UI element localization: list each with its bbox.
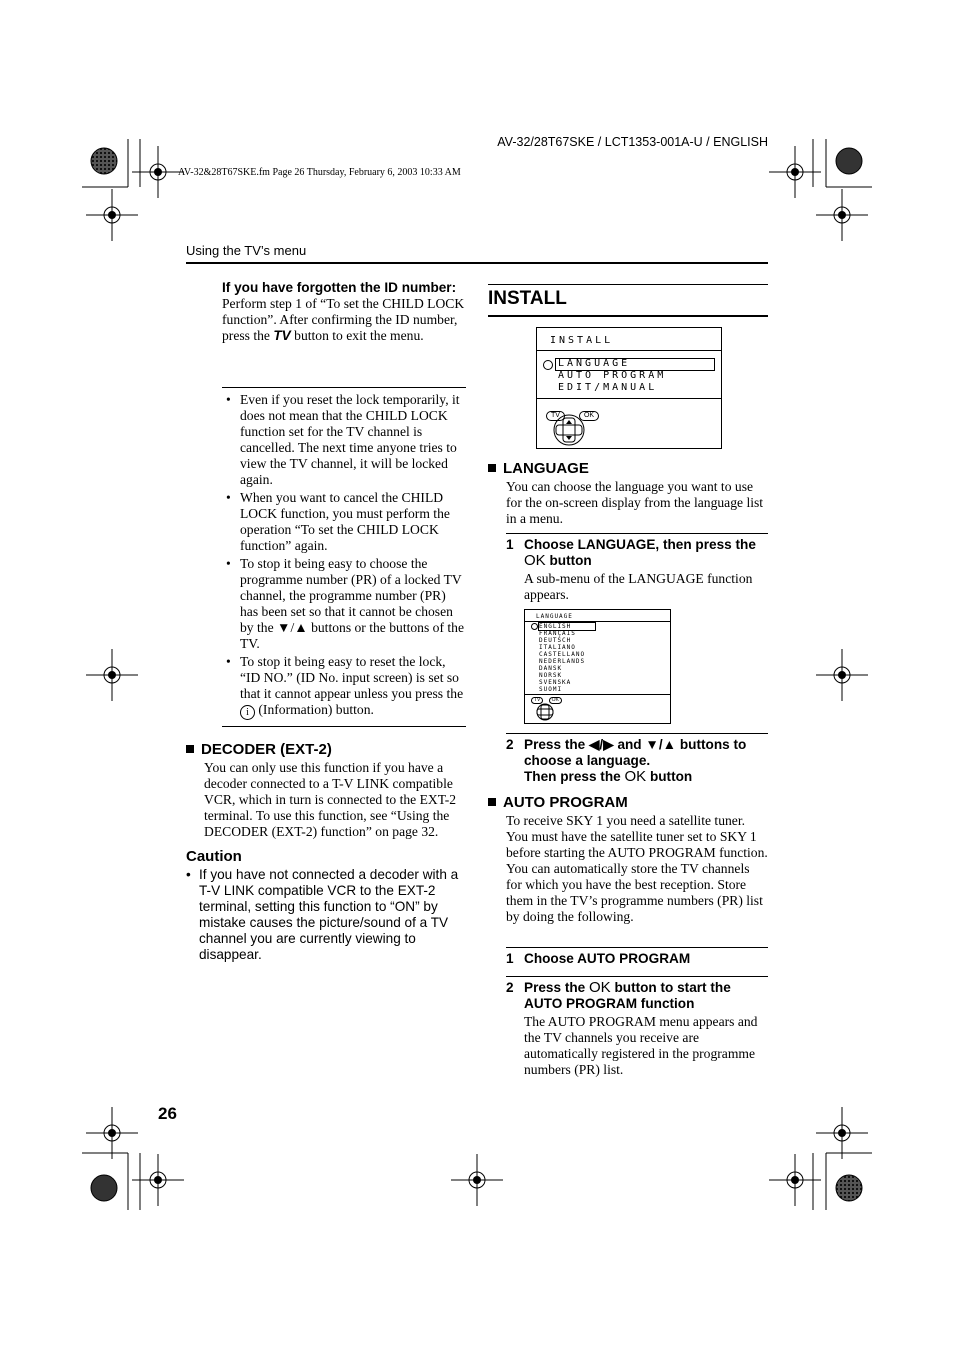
step-rule: [506, 533, 768, 534]
install-title: INSTALL: [488, 288, 567, 309]
osd-item: AUTO PROGRAM: [558, 370, 667, 381]
osd-item: DANSK: [539, 665, 563, 672]
astep2-text-a: Press the: [524, 980, 586, 995]
tv-button-icon: TV: [546, 411, 565, 421]
install-top-rule: [488, 284, 768, 285]
step1-text: A sub-menu of the LANGUAGE function appears.: [524, 571, 753, 602]
caution-body: If you have not connected a decoder with a T-V LINK compatible VCR to the EXT-2 terminal, setting this function to “ON” by mistake causes the picture/sound of a TV channel you are currently viewing to disappear.: [199, 867, 459, 962]
astep2-text-b: button to start the AUTO PROGRAM function: [524, 980, 731, 1011]
crop-star-icon: [91, 1175, 117, 1201]
step-number: 2: [506, 980, 514, 995]
crosshair-icon: [86, 649, 138, 701]
step-number: 1: [506, 537, 514, 552]
step-rule: [506, 976, 768, 977]
forgot-id-text: [222, 296, 466, 344]
bullet-square-icon: [488, 798, 496, 806]
install-osd-menu: [536, 327, 722, 449]
crosshair-icon: [86, 189, 138, 241]
language-title: LANGUAGE: [503, 460, 589, 477]
crosshair-icon: [816, 189, 868, 241]
osd-item: ENGLISH: [539, 623, 572, 630]
osd-title: INSTALL: [550, 335, 614, 346]
crop-star-icon: [836, 1175, 862, 1201]
tv-button-icon: TV: [531, 697, 543, 704]
osd-item: NORSK: [539, 672, 563, 679]
note-item: • Even if you reset the lock temporarily, it does not mean that the CHILD LOCK function set for the TV channel is cancelled. The next time anyone tries to view the TV channel, it will be locked again.: [222, 392, 466, 488]
notes-top-rule: [222, 387, 466, 388]
note-item: • To stop it being easy to choose the programme number (PR) of a locked TV channel, the programme number (PR) has been set so that it cannot be chosen by the ▼/▲ buttons or the buttons of the TV.: [222, 556, 466, 652]
dpad-icon: [535, 703, 555, 721]
language-step-1: [524, 537, 768, 603]
forgot-id-block: [222, 280, 466, 344]
section-header: Using the TV’s menu: [186, 243, 307, 258]
osd-item: SUOMI: [539, 686, 563, 693]
step-rule: [506, 947, 768, 948]
note-4-tail: (Information) button.: [258, 702, 374, 717]
forgot-id-title: If you have forgotten the ID number:: [222, 280, 457, 295]
osd-item: CASTELLANO: [539, 651, 586, 658]
model-line: AV-32/28T67SKE / LCT1353-001A-U / ENGLISH: [497, 135, 768, 149]
header-rule: [186, 262, 768, 264]
auto-program-section: [488, 794, 768, 925]
language-osd-menu: [524, 609, 671, 724]
crop-star-icon: [836, 148, 862, 174]
notes-block: [222, 392, 466, 722]
step1-text-a: Choose LANGUAGE, then press the: [524, 537, 756, 552]
step2-text-a: Press the ◀/▶ and ▼/▲ buttons to choose a language.: [524, 737, 747, 768]
ok-label: OK: [589, 979, 611, 996]
language-section: [488, 460, 768, 527]
tv-button-label: TV: [273, 328, 291, 343]
page-number: 26: [158, 1104, 177, 1123]
osd-item: EDIT/MANUAL: [558, 382, 658, 393]
caution-text: [186, 867, 466, 963]
osd-item: LANGUAGE: [558, 358, 631, 369]
auto-program-text-2: You can automatically store the TV channels for which you have the best reception. Store them in the TV’s programme numbers (PR) list by doing the following.: [506, 861, 763, 924]
osd-title: LANGUAGE: [536, 613, 573, 620]
auto-program-title: AUTO PROGRAM: [503, 794, 628, 811]
auto-step-2: [524, 980, 768, 1078]
crosshair-icon: [816, 649, 868, 701]
step-number: 2: [506, 737, 514, 752]
osd-item: NEDERLANDS: [539, 658, 586, 665]
step1-text-b: button: [549, 553, 592, 568]
ok-button-icon: OK: [579, 411, 599, 421]
astep2-text: The AUTO PROGRAM menu appears and the TV channels you receive are automatically registered in the programme numbers (PR) list.: [524, 1014, 758, 1077]
notes-bottom-rule: [222, 726, 466, 727]
cursor-icon: [531, 623, 538, 630]
note-item: • When you want to cancel the CHILD LOCK function, you must perform the operation “To set the CHILD LOCK function” again.: [222, 490, 466, 554]
step-rule: [506, 733, 768, 734]
decoder-title: DECODER (EXT-2): [201, 741, 332, 758]
forgot-id-text-1: Perform step 1 of “To set the CHILD LOCK function”. After confirming the ID number, press the: [222, 296, 465, 343]
decoder-section: [186, 741, 466, 963]
osd-item: FRANÇAIS: [539, 630, 576, 637]
auto-step-1: Choose AUTO PROGRAM: [524, 951, 691, 966]
step-number: 1: [506, 951, 514, 966]
file-stamp: AV-32&28T67SKE.fm Page 26 Thursday, February 6, 2003 10:33 AM: [178, 167, 461, 178]
ok-label: OK: [624, 768, 647, 785]
crosshair-icon: [86, 1107, 138, 1159]
bullet-icon: •: [186, 867, 191, 882]
crop-star-icon: [91, 148, 117, 174]
note-4-text: To stop it being easy to reset the lock, “ID NO.” (ID No. input screen) is set so that it cannot appear unless you press the: [240, 654, 464, 701]
step2-text-b: Then press the: [524, 769, 621, 784]
ok-label: OK: [524, 552, 546, 569]
cursor-icon: [543, 360, 553, 370]
bullet-square-icon: [186, 745, 194, 753]
info-icon: i: [240, 705, 255, 720]
osd-item: SVENSKA: [539, 679, 572, 686]
auto-program-text-1: To receive SKY 1 you need a satellite tuner. You must have the satellite tuner set to SKY 1 before starting the AUTO PROGRAM function.: [506, 813, 768, 860]
crosshair-icon: [451, 1154, 503, 1206]
osd-item: DEUTSCH: [539, 637, 572, 644]
decoder-text: You can only use this function if you have a decoder connected to a T-V LINK compatible VCR, which in turn is connected to the EXT-2 terminal. To use this function, see “Using the DECODER (EXT-2) function” on page 32.: [204, 760, 457, 839]
crosshair-icon: [816, 1107, 868, 1159]
osd-item: ITALIANO: [539, 644, 576, 651]
bullet-square-icon: [488, 464, 496, 472]
language-text: You can choose the language you want to use for the on-screen display from the language list in a menu.: [506, 479, 764, 526]
install-bottom-rule: [488, 315, 768, 317]
dpad-icon: [551, 414, 587, 446]
forgot-id-text-2: button to exit the menu.: [294, 328, 424, 343]
note-item: [222, 654, 466, 720]
step2-text-c: button: [649, 769, 693, 784]
language-step-2: [524, 737, 768, 785]
caution-title: Caution: [186, 848, 242, 865]
ok-button-icon: OK: [549, 697, 562, 704]
